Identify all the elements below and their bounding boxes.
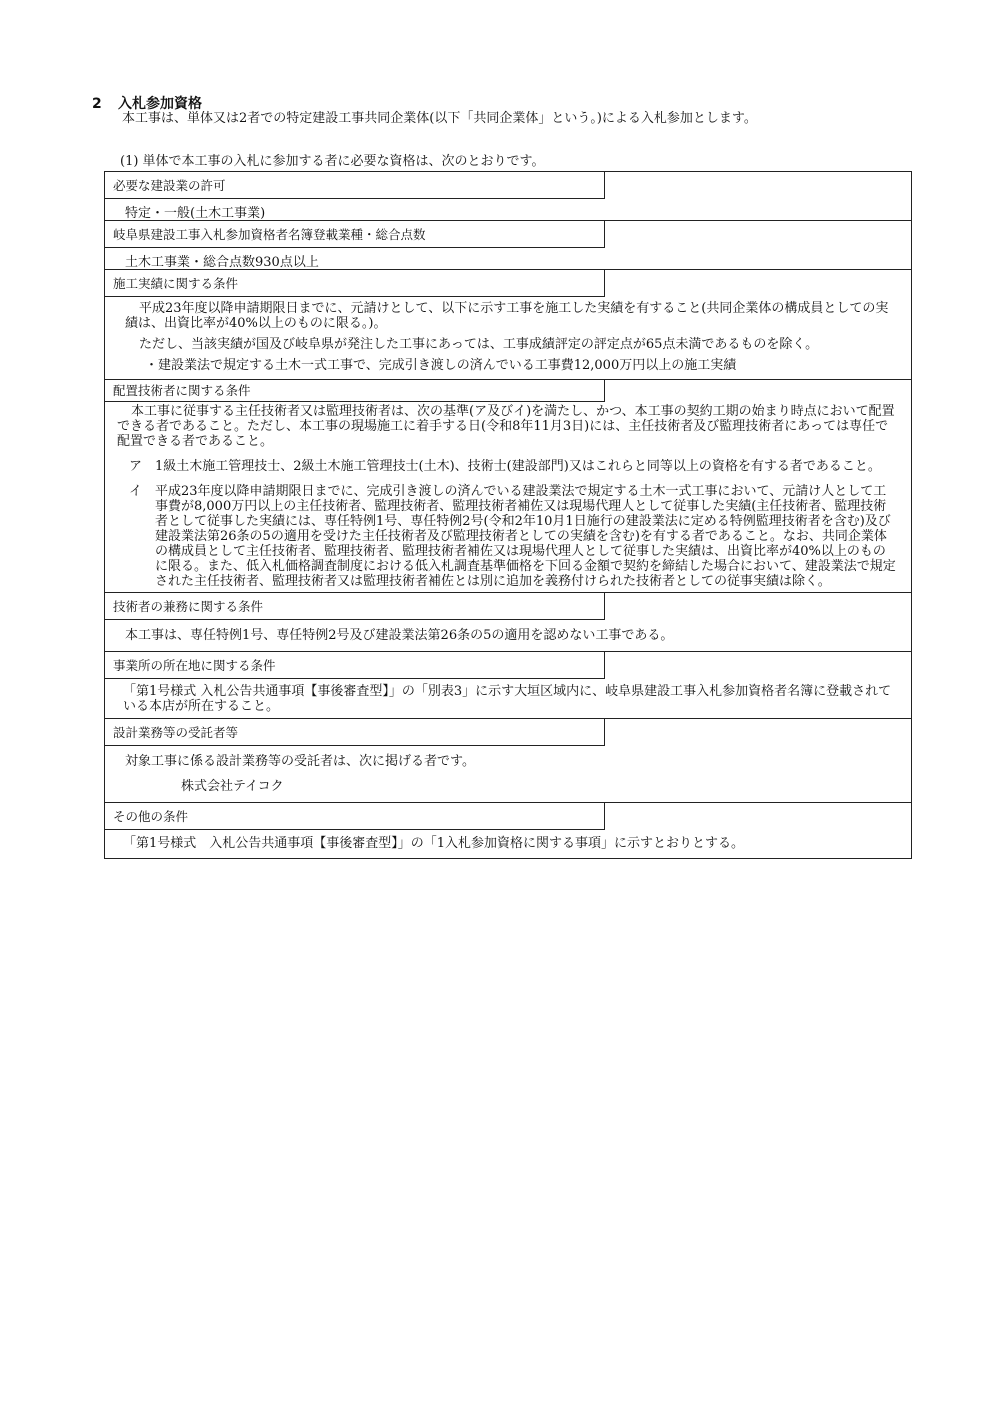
row-dual-role: [105, 592, 911, 651]
row-office-location: [105, 651, 911, 718]
design-paragraph: 対象工事に係る設計業務等の受託者は、次に掲げる者です。: [125, 754, 475, 769]
row-label: その他の条件: [105, 803, 605, 830]
engineer-item-a: [117, 459, 897, 474]
design-company: 株式会社テイコク: [181, 779, 284, 794]
row-body: [105, 402, 911, 592]
row-label: 岐阜県建設工事入札参加資格者名簿登載業種・総合点数: [105, 221, 605, 248]
item-text: 1級土木施工管理技士、2級土木施工管理技士(土木)、技術士(建設部門)又はこれらと同等以上の資格を有する者であること。: [155, 459, 881, 474]
engineer-paragraph: 本工事に従事する主任技術者又は監理技術者は、次の基準(ア及びイ)を満たし、かつ、本工事の契約工期の始まり時点において配置できる者であること。ただし、本工事の現場施工に着手する日(令和8年11月3日)には、主任技術者及び監理技術者にあっては専任で配置できる者であること。: [117, 404, 895, 449]
row-value: 特定・一般(土木工事業): [125, 206, 266, 221]
row-construction-record: [105, 269, 911, 379]
row-label: 技術者の兼務に関する条件: [105, 593, 605, 620]
section-title: 入札参加資格: [118, 96, 202, 112]
section-heading: [92, 93, 202, 113]
row-label: 配置技術者に関する条件: [105, 380, 605, 402]
record-bullet: ・建設業法で規定する土木一式工事で、完成引き渡しの済んでいる工事費12,000万円以上の施工実績: [145, 358, 737, 373]
row-value: 本工事は、専任特例1号、専任特例2号及び建設業法第26条の5の適用を認めない工事である。: [125, 628, 674, 643]
row-registry: [105, 220, 911, 269]
row-label: 必要な建設業の許可: [105, 172, 605, 199]
row-label: 施工実績に関する条件: [105, 270, 605, 297]
row-value: 「第1号様式 入札公告共通事項【事後審査型】」の「1入札参加資格に関する事項」に示すとおりとする。: [123, 836, 745, 851]
row-value: 「第1号様式 入札公告共通事項【事後審査型】」の「別表3」に示す大垣区域内に、岐阜県建設工事入札参加資格者名簿に登載されている本店が所在すること。: [123, 684, 892, 714]
row-label: 設計業務等の受託者等: [105, 719, 605, 746]
item-text: 平成23年度以降申請期限日までに、完成引き渡しの済んでいる建設業法で規定する土木一式工事において、元請け人として工事費が8,000万円以上の主任技術者、監理技術者、監理技術者補佐又は現場代理人として従事した実績(主任技術者、監理技術者として従事した実績には、専任特例1号、専任特例2号(令和2年10月1日施行の建設業法に定める特例監理技術者を含む)及び建設業法第26条の5の適用を受けた主任技術者及び監理技術者としての実績を含む)を有する者であること。なお、共同企業体の構成員として主任技術者、監理技術者、監理技術者補佐又は現場代理人として従事した実績は、出資比率が40%以上のものに限る。また、低入札価格調査制度における低入札調査基準価格を下回る金額で契約を締結した場合において、建設業法で規定された主任技術者、監理技術者又は監理技術者補佐とは別に追加を義務付けられた技術者としての従事実績は除く。: [155, 484, 896, 589]
row-label: 事業所の所在地に関する条件: [105, 652, 605, 679]
record-paragraph: 平成23年度以降申請期限日までに、元請けとして、以下に示す工事を施工した実績を有すること(共同企業体の構成員としての実績は、出資比率が40%以上のものに限る。)。: [125, 301, 889, 331]
row-engineer: [105, 379, 911, 592]
engineer-item-i: [117, 484, 897, 589]
row-other: [105, 802, 911, 858]
sub-heading: (1) 単体で本工事の入札に参加する者に必要な資格は、次のとおりです。: [120, 154, 545, 169]
row-license: [105, 172, 911, 220]
row-body: [105, 297, 911, 379]
item-marker: イ: [129, 484, 143, 499]
intro-paragraph: 本工事は、単体又は2者での特定建設工事共同企業体(以下「共同企業体」という。)による入札参加とします。: [122, 111, 757, 126]
row-body: [105, 746, 911, 802]
section-number: 2: [92, 96, 102, 112]
row-value: 土木工事業・総合点数930点以上: [125, 255, 319, 270]
requirements-table: [104, 171, 912, 859]
row-design-contractor: [105, 718, 911, 802]
item-marker: ア: [129, 459, 143, 474]
record-exception: ただし、当該実績が国及び岐阜県が発注した工事にあっては、工事成績評定の評定点が65点未満であるものを除く。: [139, 337, 819, 352]
